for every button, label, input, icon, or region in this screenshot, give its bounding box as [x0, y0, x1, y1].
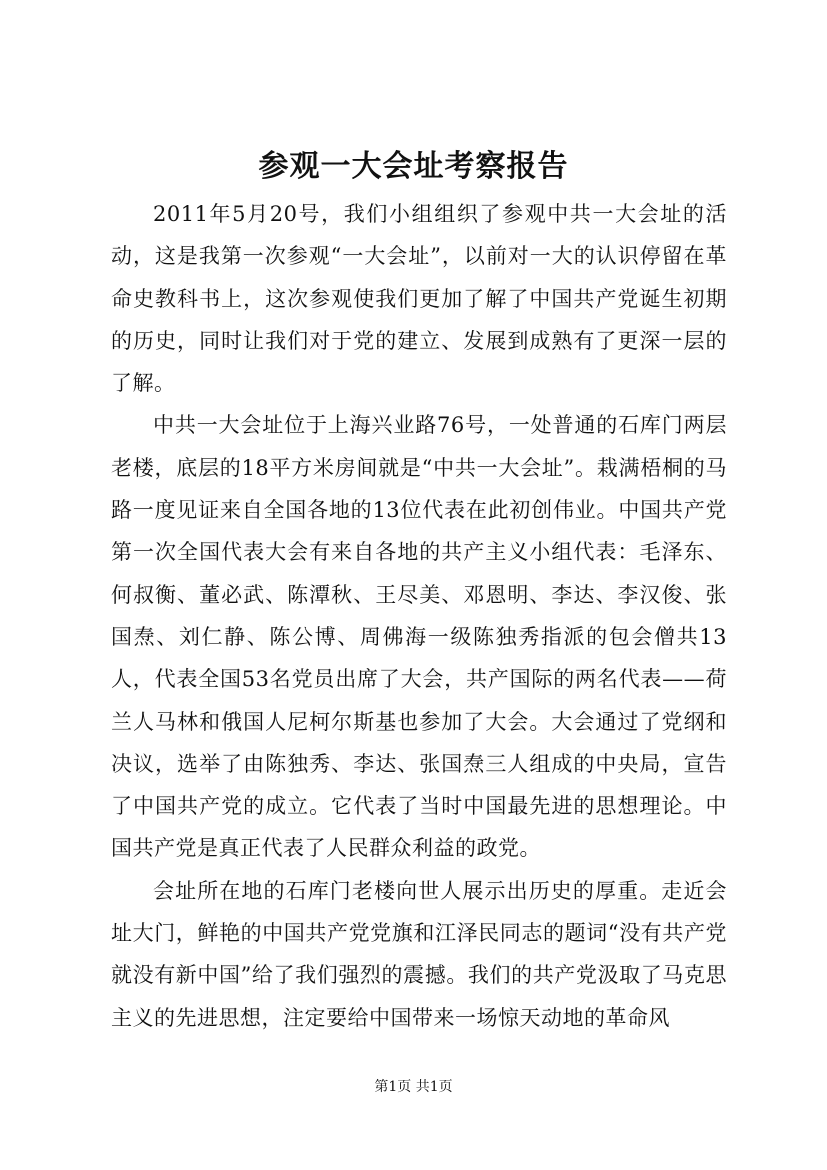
paragraph-1: 2011年5月20号，我们小组组织了参观中共一大会址的活动，这是我第一次参观“一大会址”，以前对一大的认识停留在革命史教科书上，这次参观使我们更加了解了中国共产党诞生初期的历史，同时让我们对于党的建立、发展到成熟有了更深一层的了解。 — [111, 202, 727, 396]
document-body — [111, 193, 727, 1039]
page-title: 参观一大会址考察报告 — [258, 149, 569, 184]
paragraph-3: 会址所在地的石库门老楼向世人展示出历史的厚重。走近会址大门，鲜艳的中国共产党党旗和江泽民同志的题词“没有共产党就没有新中国”给了我们强烈的震撼。我们的共产党汲取了马克思主义的先进思想，注定要给中国带来一场惊天动地的革命风 — [111, 878, 727, 1030]
paragraph-2: 中共一大会址位于上海兴业路76号，一处普通的石库门两层老楼，底层的18平方米房间就是“中共一大会址”。栽满梧桐的马路一度见证来自全国各地的13位代表在此初创伟业。中国共产党第一次全国代表大会有来自各地的共产主义小组代表：毛泽东、何叔衡、董必武、陈潭秋、王尽美、邓恩明、李达、李汉俊、张国焘、刘仁静、陈公博、周佛海一级陈独秀指派的包会僧共13人，代表全国53名党员出席了大会，共产国际的两名代表——荷兰人马林和俄国人尼柯尔斯基也参加了大会。大会通过了党纲和决议，选举了由陈独秀、李达、张国焘三人组成的中央局，宣告了中国共产党的成立。它代表了当时中国最先进的思想理论。中国共产党是真正代表了人民群众利益的政党。 — [111, 413, 727, 861]
page-number-footer: 第1页 共1页 — [374, 1079, 453, 1095]
